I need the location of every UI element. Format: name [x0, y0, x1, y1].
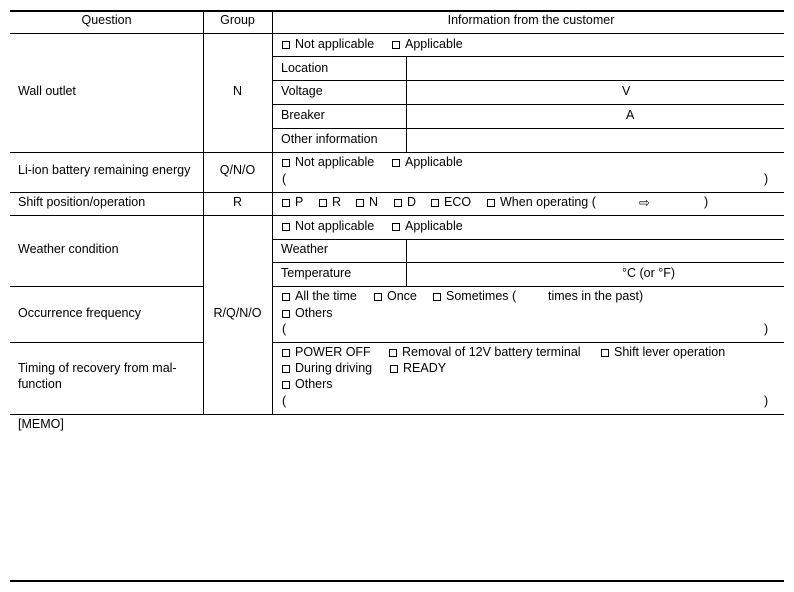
frequency-question: Occurrence frequency: [18, 306, 141, 320]
frequency-all-time[interactable]: All the time: [282, 289, 357, 304]
recovery-ready[interactable]: READY: [390, 361, 446, 376]
weather-label: Weather: [281, 242, 329, 256]
temperature-unit: °C (or °F): [622, 266, 676, 280]
recovery-question-line2: function: [18, 377, 62, 391]
shift-option-d[interactable]: D: [394, 195, 416, 210]
shift-group: R: [232, 195, 243, 209]
li-ion-not-applicable[interactable]: Not applicable: [282, 155, 374, 170]
weather-question: Weather condition: [18, 242, 119, 256]
wall-outlet-subrow-4: [272, 128, 784, 129]
frequency-once[interactable]: Once: [374, 289, 417, 304]
recovery-shift-lever[interactable]: Shift lever operation: [601, 345, 725, 360]
checkbox-icon[interactable]: [282, 349, 290, 357]
recovery-power-off[interactable]: POWER OFF: [282, 345, 371, 360]
wall-outlet-subrow-3: [272, 104, 784, 105]
header-question: Question: [81, 13, 132, 27]
li-ion-group: Q/N/O: [219, 163, 256, 177]
breaker-unit: A: [626, 108, 635, 122]
wall-outlet-subrow-1: [272, 56, 784, 57]
checkbox-icon[interactable]: [282, 310, 290, 318]
frequency-times-past: times in the past): [548, 289, 644, 303]
header-bottom-border: [10, 33, 784, 34]
voltage-label: Voltage: [281, 84, 323, 98]
info-column-left-border: [272, 10, 273, 414]
checkbox-icon[interactable]: [431, 199, 439, 207]
checkbox-icon[interactable]: [282, 381, 290, 389]
voltage-unit: V: [622, 84, 631, 98]
weather-applicable[interactable]: Applicable: [392, 219, 463, 234]
recovery-removal-12v[interactable]: Removal of 12V battery terminal: [389, 345, 581, 360]
recovery-paren-close: ): [764, 394, 769, 408]
merged-group: R/Q/N/O: [213, 306, 262, 320]
li-ion-applicable[interactable]: Applicable: [392, 155, 463, 170]
wall-outlet-applicable[interactable]: Applicable: [392, 37, 463, 52]
shift-option-n[interactable]: N: [356, 195, 378, 210]
checkbox-icon[interactable]: [282, 199, 290, 207]
checkbox-icon[interactable]: [282, 293, 290, 301]
shift-row-border: [10, 215, 784, 216]
checkbox-icon[interactable]: [282, 41, 290, 49]
li-ion-paren-open: (: [282, 172, 287, 186]
temperature-label: Temperature: [281, 266, 352, 280]
frequency-sometimes[interactable]: Sometimes (: [433, 289, 516, 304]
memo-bottom-border: [10, 580, 784, 582]
frequency-row-border-right: [272, 342, 784, 343]
wall-outlet-not-applicable[interactable]: Not applicable: [282, 37, 374, 52]
frequency-others[interactable]: Others: [282, 306, 333, 321]
li-ion-row-border: [10, 192, 784, 193]
wall-outlet-row-border: [10, 152, 784, 153]
li-ion-paren-close: ): [764, 172, 769, 186]
shift-option-eco[interactable]: ECO: [431, 195, 471, 210]
memo-label: [MEMO]: [18, 417, 64, 431]
checkbox-icon[interactable]: [356, 199, 364, 207]
breaker-label: Breaker: [281, 108, 325, 122]
checkbox-icon[interactable]: [433, 293, 441, 301]
checkbox-icon[interactable]: [392, 159, 400, 167]
shift-option-p[interactable]: P: [282, 195, 303, 210]
weather-inner-divider: [406, 239, 407, 286]
checkbox-icon[interactable]: [392, 223, 400, 231]
wall-outlet-question: Wall outlet: [18, 84, 76, 98]
table-bottom-border: [10, 414, 784, 415]
header-info: Information from the customer: [447, 13, 615, 27]
recovery-question-line1: Timing of recovery from mal-: [18, 361, 177, 375]
recovery-paren-open: (: [282, 394, 287, 408]
weather-row-border-right: [272, 286, 784, 287]
shift-option-r[interactable]: R: [319, 195, 341, 210]
shift-option-when-operating[interactable]: When operating (: [487, 195, 596, 210]
frequency-row-border: [10, 342, 204, 343]
checkbox-icon[interactable]: [601, 349, 609, 357]
frequency-paren-open: (: [282, 322, 287, 336]
frequency-paren-close: ): [764, 322, 769, 336]
checkbox-icon[interactable]: [319, 199, 327, 207]
checkbox-icon[interactable]: [374, 293, 382, 301]
arrow-right-icon: ⇨: [639, 195, 650, 210]
checkbox-icon[interactable]: [487, 199, 495, 207]
wall-outlet-inner-divider: [406, 56, 407, 152]
checkbox-icon[interactable]: [390, 365, 398, 373]
table-top-border: [10, 10, 784, 12]
recovery-during-driving[interactable]: During driving: [282, 361, 372, 376]
other-info-label: Other information: [281, 132, 378, 146]
group-column-left-border: [203, 10, 204, 414]
checkbox-icon[interactable]: [282, 159, 290, 167]
shift-question: Shift position/operation: [18, 195, 146, 209]
weather-subrow-1: [272, 239, 784, 240]
header-group: Group: [220, 13, 255, 27]
checkbox-icon[interactable]: [282, 223, 290, 231]
weather-subrow-2: [272, 262, 784, 263]
checkbox-icon[interactable]: [392, 41, 400, 49]
weather-row-border: [10, 286, 204, 287]
checkbox-icon[interactable]: [389, 349, 397, 357]
li-ion-question: Li-ion battery remaining energy: [18, 163, 191, 177]
shift-paren-close: ): [704, 195, 709, 209]
wall-outlet-group: N: [232, 84, 243, 98]
location-label: Location: [281, 61, 329, 75]
wall-outlet-subrow-2: [272, 80, 784, 81]
weather-not-applicable[interactable]: Not applicable: [282, 219, 374, 234]
recovery-others[interactable]: Others: [282, 377, 333, 392]
checkbox-icon[interactable]: [394, 199, 402, 207]
checkbox-icon[interactable]: [282, 365, 290, 373]
